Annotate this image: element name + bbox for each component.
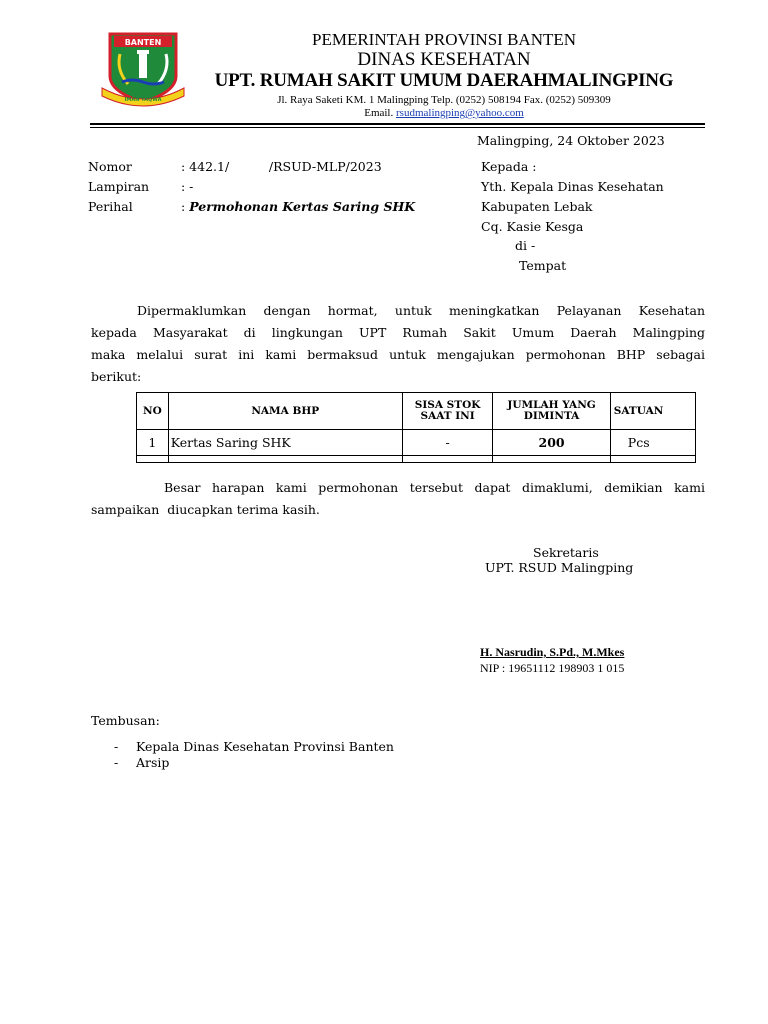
recipient-line-4: Cq. Kasie Kesga [481,219,584,234]
empty-cell [168,456,402,463]
signature-title-2: UPT. RSUD Malingping [485,560,634,575]
header-nama-bhp: NAMA BHP [168,393,402,430]
lampiran-value: : - [181,179,194,194]
signatory-nip: NIP : 19651112 198903 1 015 [480,661,625,675]
body-p1-line-4: berikut: [91,369,142,384]
header-no: NO [137,393,169,430]
signatory-name: H. Nasrudin, S.Pd., M.Mkes [480,645,625,659]
perihal-value: Permohonan Kertas Saring SHK [189,199,416,214]
cc-bullet: - [114,755,119,770]
body-paragraph-2 [91,477,705,521]
cell-jumlah: 200 [493,430,610,456]
recipient-line-6: Tempat [519,258,567,273]
logo-top-text: BANTEN [124,38,162,47]
recipient-line-1: Kepada : [481,159,537,174]
body-paragraph-1 [91,300,705,388]
cell-no: 1 [137,430,169,456]
cc-bullet: - [114,739,119,754]
email-label: Email. [364,107,394,119]
email-link[interactable]: rsudmalingping@yahoo.com [396,107,524,119]
cell-nama: Kertas Saring SHK [168,430,402,456]
recipient-line-3: Kabupaten Lebak [481,199,593,214]
empty-cell [610,456,695,463]
body-p2-line-2: sampaikan diucapkan terima kasih. [91,502,320,517]
perihal-colon: : [181,199,186,214]
cell-sisa: - [402,430,493,456]
letterhead-address: Jl. Raya Saketi KM. 1 Malingping Telp. (0252) 508194 Fax. (0252) 509309 [277,94,611,106]
lampiran-label: Lampiran [88,179,150,194]
header-jumlah-line-1: JUMLAH YANG [507,399,596,411]
letterhead-rule-thin [90,127,705,128]
cc-label: Tembusan: [91,713,160,728]
banten-logo [100,30,186,106]
cc-item: Arsip [136,755,170,770]
body-p2-line-1: Besar harapan kami permohonan tersebut dapat dimaklumi, demikian kami [164,480,705,495]
nomor-value: : 442.1/ /RSUD-MLP/2023 [181,159,382,174]
empty-cell [493,456,610,463]
bhp-table [136,392,696,463]
letterhead-government: PEMERINTAH PROVINSI BANTEN [311,30,577,49]
empty-cell [402,456,493,463]
letterhead-rule-thick [90,123,705,125]
letterhead-department: DINAS KESEHATAN [357,49,531,70]
recipient-line-5: di - [515,238,536,253]
table-row [137,430,696,456]
table-header-row [137,393,696,430]
body-p1-line-1: Dipermaklumkan dengan hormat, untuk meningkatkan Pelayanan Kesehatan [137,303,705,318]
signature-title-1: Sekretaris [533,545,599,560]
table-row-empty [137,456,696,463]
body-p1-line-2: kepada Masyarakat di lingkungan UPT Rumah Sakit Umum Daerah Malingping [91,325,705,340]
letterhead-hospital: UPT. RUMAH SAKIT UMUM DAERAHMALINGPING [214,70,674,91]
cc-item: Kepala Dinas Kesehatan Provinsi Banten [136,739,394,754]
logo-bottom-text: IMAN TAQWA [124,97,162,103]
header-sisa-line-1: SISA STOK [414,399,481,411]
header-jumlah-line-2: DIMINTA [523,410,580,422]
perihal-label: Perihal [88,199,133,214]
letter-date: Malingping, 24 Oktober 2023 [477,133,665,148]
perihal-line [181,199,415,214]
body-p1-line-3: maka melalui surat ini kami bermaksud untuk mengajukan permohonan BHP sebagai [91,347,705,362]
header-satuan: SATUAN [610,393,695,430]
header-sisa-line-2: SAAT INI [420,410,475,422]
cell-satuan: Pcs [610,430,695,456]
letterhead-email-line [190,107,698,119]
nomor-label: Nomor [88,159,132,174]
bhp-table-container [136,392,664,466]
header-sisa-stok [402,393,493,430]
recipient-line-2: Yth. Kepala Dinas Kesehatan [481,179,664,194]
empty-cell [137,456,169,463]
header-jumlah [493,393,610,430]
